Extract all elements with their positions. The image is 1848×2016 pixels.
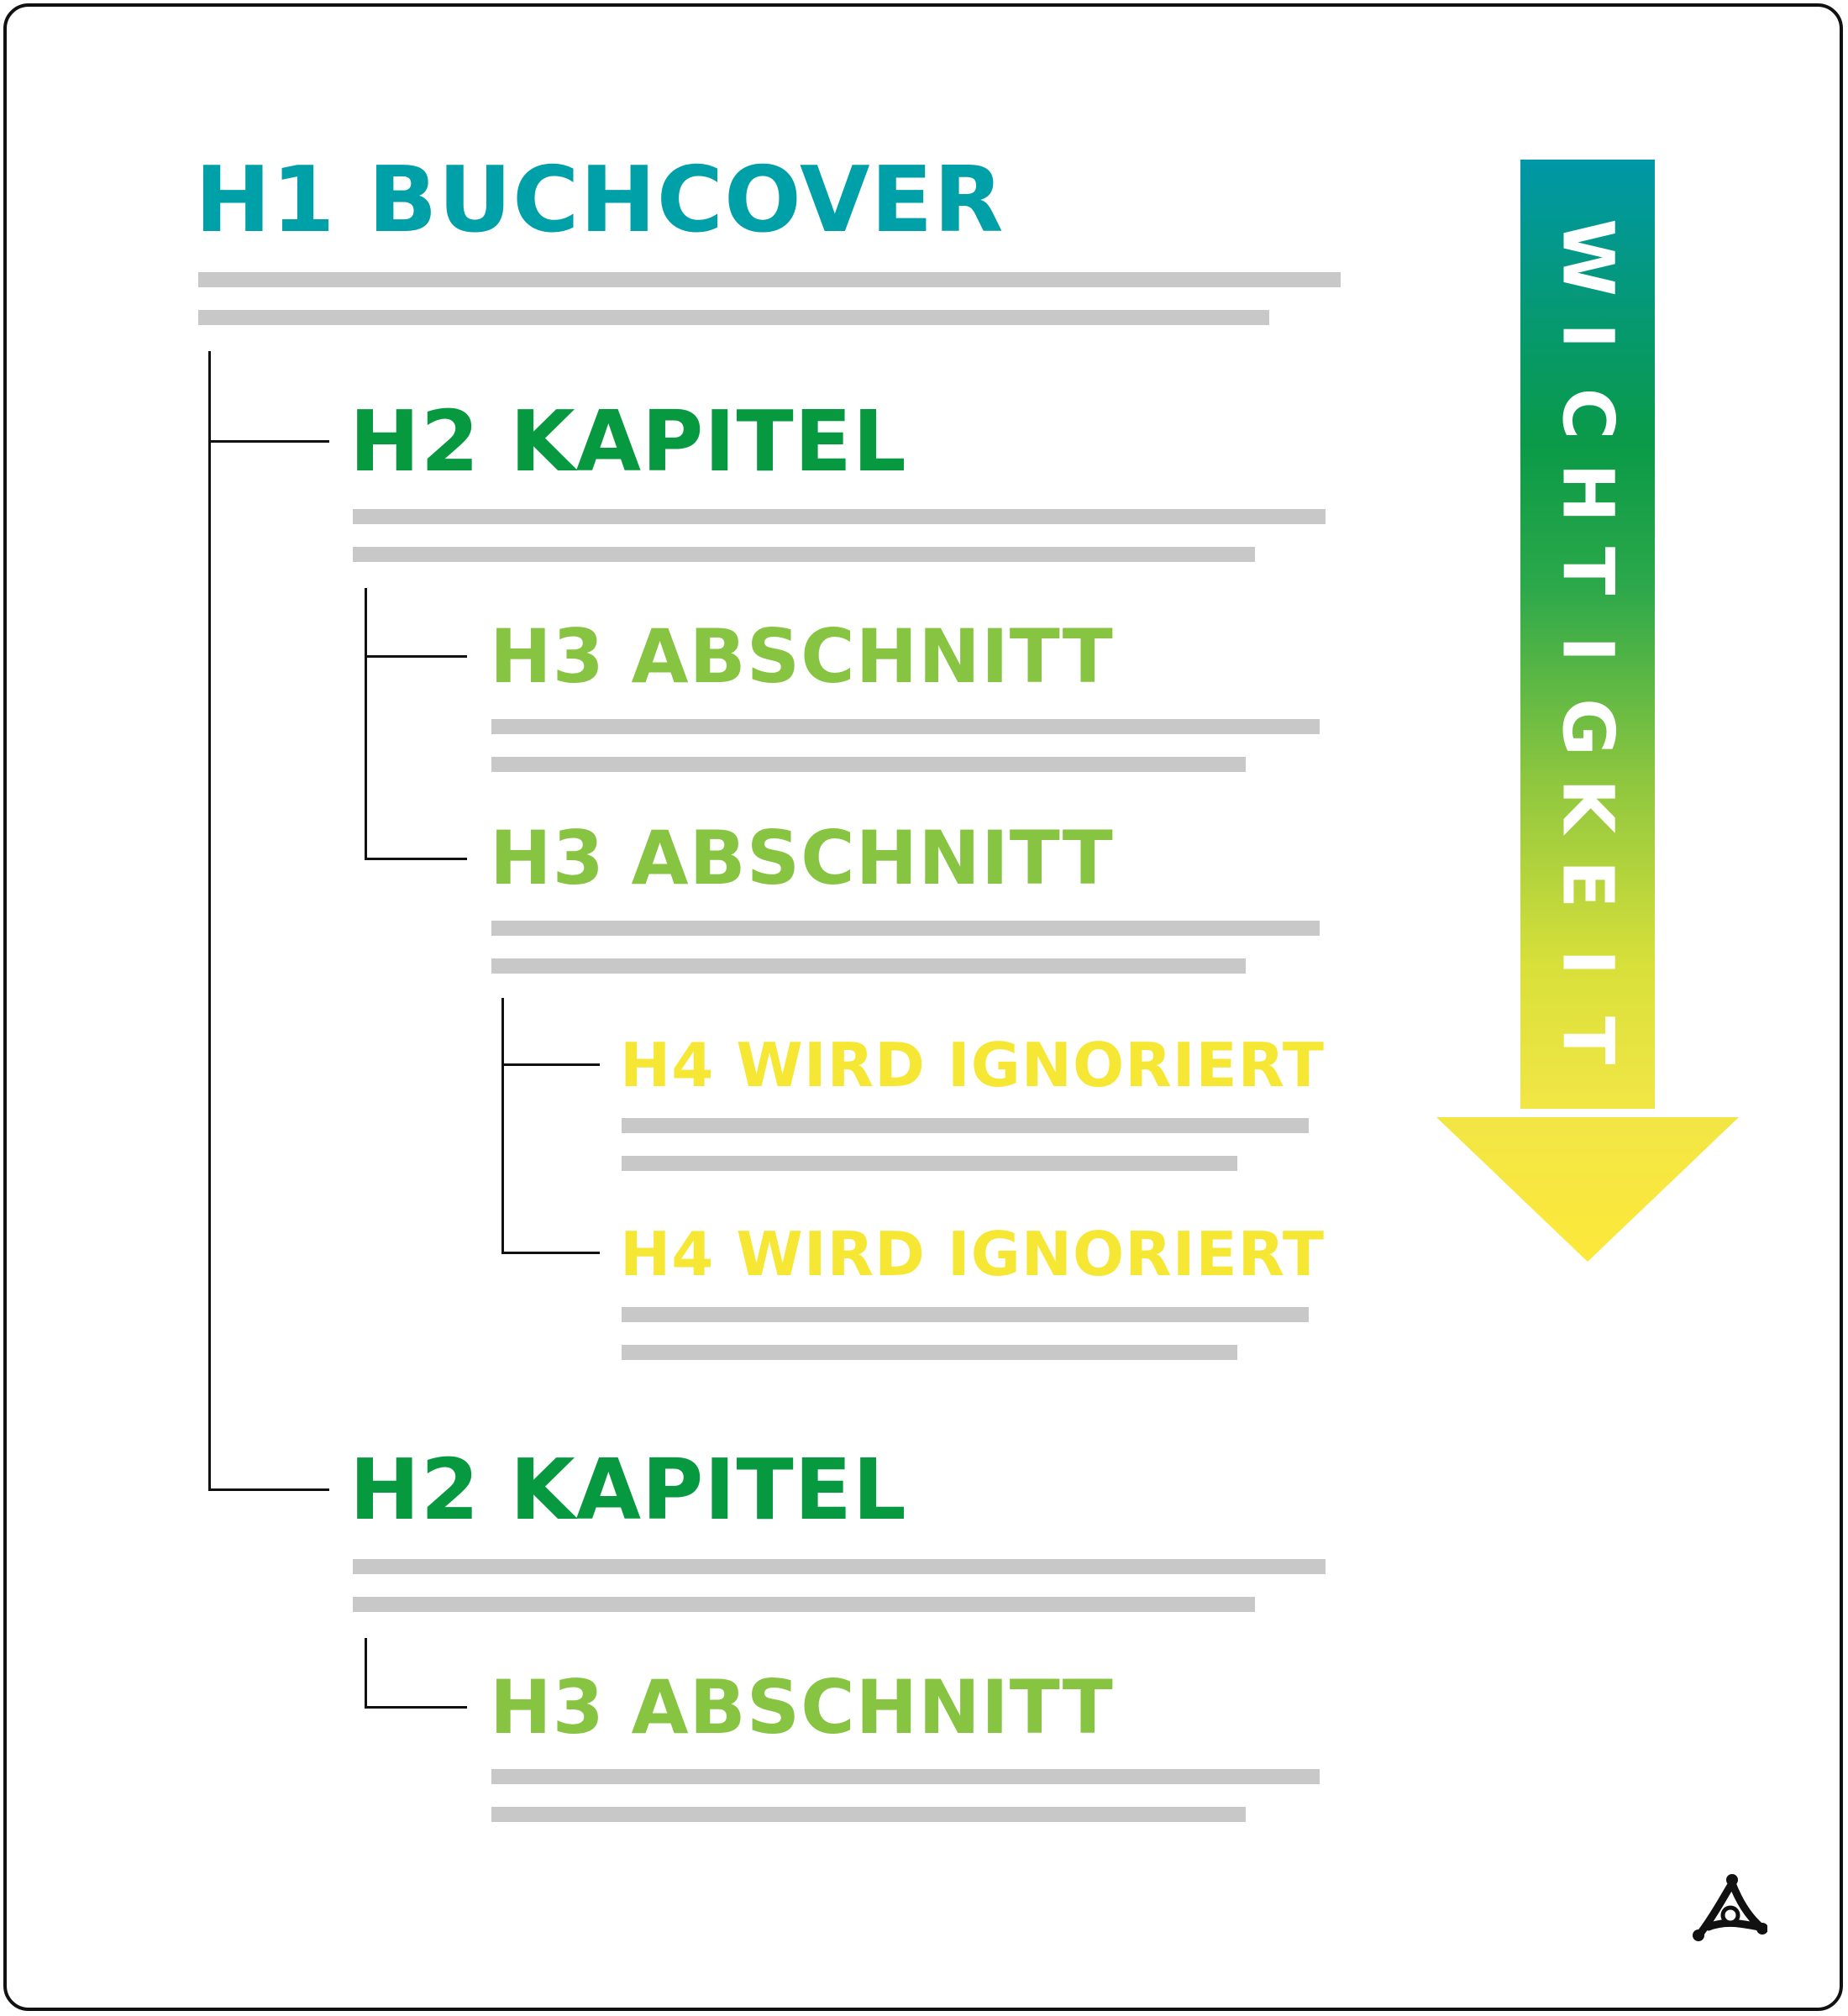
importance-label-letter: T xyxy=(1546,1016,1630,1065)
tree-connector-horizontal xyxy=(501,1063,600,1066)
tree-connector-vertical xyxy=(208,351,211,1490)
text-placeholder-line xyxy=(198,272,1341,287)
text-placeholder-line xyxy=(353,1559,1326,1574)
heading-h4-ignored: H4 WIRD IGNORIERT xyxy=(620,1030,1325,1100)
importance-label-letter: I xyxy=(1546,949,1630,976)
text-placeholder-line xyxy=(491,958,1246,974)
heading-h2-chapter: H2 KAPITEL xyxy=(349,1441,907,1539)
tree-connector-vertical xyxy=(365,1638,367,1709)
text-placeholder-line xyxy=(353,547,1255,562)
heading-h3-section: H3 ABSCHNITT xyxy=(490,1664,1114,1751)
text-placeholder-line xyxy=(622,1118,1309,1133)
heading-h3-section: H3 ABSCHNITT xyxy=(490,815,1114,901)
importance-label-letter: I xyxy=(1546,636,1630,663)
importance-arrowhead-icon xyxy=(1436,1117,1739,1262)
heading-h1-book-cover: H1 BUCHCOVER xyxy=(195,148,1005,253)
importance-label-letter: T xyxy=(1546,546,1630,596)
text-placeholder-line xyxy=(198,310,1269,325)
importance-label-letter: C xyxy=(1546,388,1630,440)
tree-connector-horizontal xyxy=(208,1488,329,1491)
tree-connector-horizontal xyxy=(365,655,467,658)
importance-label-letter: I xyxy=(1546,323,1630,349)
text-placeholder-line xyxy=(491,757,1246,772)
tree-connector-horizontal xyxy=(208,440,329,443)
heading-h2-chapter: H2 KAPITEL xyxy=(349,392,907,491)
text-placeholder-line xyxy=(491,921,1320,936)
importance-label-letter: G xyxy=(1546,698,1630,757)
tree-connector-vertical xyxy=(365,588,367,860)
triangle-network-logo-icon xyxy=(1692,1872,1767,1942)
tree-connector-horizontal xyxy=(365,858,467,860)
tree-connector-horizontal xyxy=(501,1252,600,1254)
importance-label-letter: E xyxy=(1546,859,1630,909)
heading-h4-ignored: H4 WIRD IGNORIERT xyxy=(620,1219,1325,1289)
text-placeholder-line xyxy=(491,1807,1246,1822)
text-placeholder-line xyxy=(622,1307,1309,1322)
text-placeholder-line xyxy=(622,1156,1237,1171)
text-placeholder-line xyxy=(353,1597,1255,1612)
importance-arrow-shaft xyxy=(1520,160,1655,1109)
importance-label-letter: W xyxy=(1546,218,1630,297)
text-placeholder-line xyxy=(622,1345,1237,1360)
importance-label-letter: H xyxy=(1546,463,1630,522)
heading-h3-section: H3 ABSCHNITT xyxy=(490,613,1114,700)
text-placeholder-line xyxy=(491,1769,1320,1784)
tree-connector-horizontal xyxy=(365,1706,467,1709)
text-placeholder-line xyxy=(353,509,1326,524)
importance-axis-label xyxy=(1520,218,1655,1080)
importance-label-letter: K xyxy=(1546,778,1630,833)
text-placeholder-line xyxy=(491,719,1320,734)
tree-connector-vertical xyxy=(501,998,504,1254)
